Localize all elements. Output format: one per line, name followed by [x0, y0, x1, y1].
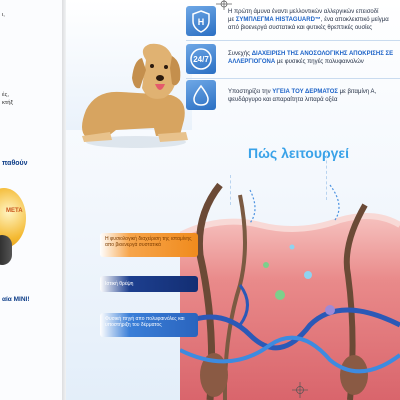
callout-histamine: Η φυσιολογική διαχείριση της ισταμίνης απο βιοενεργά συστατικά [100, 233, 198, 257]
crop-mark-icon [292, 382, 308, 398]
skin-diagram-image [180, 175, 400, 400]
left-mini-text: αία MINI! [2, 296, 30, 303]
left-panel [0, 0, 66, 400]
left-text-line-2: ές, [2, 92, 9, 98]
feature-2-line-1: Συνεχής ΔΙΑΧΕΙΡΙΣΗ ΤΗΣ ΑΝΟΣΟΛΟΓΙΚΗΣ ΑΠΟΚΡΙΣΗΣ ΣΕ [228, 51, 394, 57]
feature-1-line-3: από βιοενεργά συστατικά και φυτικές θρεπτικές ουσίες [228, 25, 373, 31]
left-text-line-1: ι, [2, 12, 5, 18]
drop-icon [186, 80, 216, 110]
feature-immune-response [228, 50, 393, 66]
callout-tissue-nutrition: Ιστική θρέψη [100, 276, 198, 292]
how-it-works-title: Πώς λειτουργεί [248, 145, 349, 161]
left-text-line-3: κτήξ [2, 100, 14, 106]
crop-mark-icon [216, 0, 232, 10]
feature-1-line-1: Η πρώτη άμυνα έναντι μελλοντικών αλλεργικών επεισοδί [228, 9, 379, 15]
24-7-icon [186, 44, 216, 74]
dog-image [76, 40, 196, 150]
left-badge-text: ΜΕΤΑ [6, 208, 23, 214]
feature-histaguard [228, 8, 389, 32]
feature-3-line-2: ψευδάργυρο και απαραίτητα λιπαρά οξέα [228, 97, 338, 103]
h-shield-icon [186, 6, 216, 36]
feature-3-line-1: Υποστηρίζει την ΥΓΕΙΑ ΤΟΥ ΔΕΡΜΑΤΟΣ με βιταμίνη Α, [228, 89, 377, 95]
svg-text:24/7: 24/7 [193, 55, 209, 64]
feature-2-line-2: ΑΛΛΕΡΓΙΟΓΟΝΑ με φυσικές πηγές πολυφαινολών [228, 59, 364, 65]
callout-polyphenols: Φυσική πηγή απο πολυφαινόλες και υποστήριξη του δέρματος [100, 313, 198, 337]
left-heading: παθούν [2, 160, 28, 167]
svg-text:H: H [197, 17, 205, 27]
feature-skin-health [228, 88, 376, 104]
feature-1-line-2: με ΣΥΜΠΛΕΓΜΑ HISTAGUARD™, ένα αποκλειστικό μείγμα [228, 17, 389, 23]
left-product-image [0, 235, 12, 265]
